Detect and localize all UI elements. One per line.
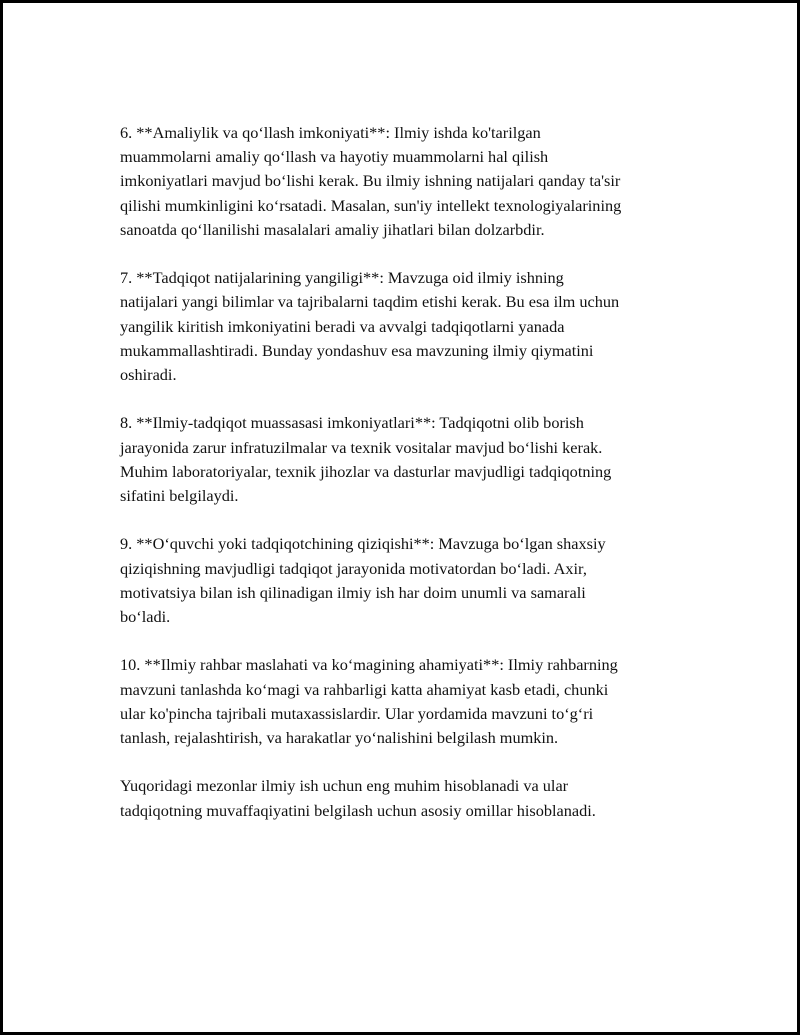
text-line: jarayonida zarur infratuzilmalar va texnik vositalar mavjud bo‘lishi kerak. [120, 437, 603, 457]
text-line: mukammallashtiradi. Bunday yondashuv esa mavzuning ilmiy qiymatini [120, 340, 594, 360]
text-line: oshiradi. [120, 365, 177, 385]
text-line: qilishi mumkinligini ko‘rsatadi. Masalan, sun'iy intellekt texnologiyalarining [120, 195, 622, 215]
text-line: tanlash, rejalashtirish, va harakatlar yo‘nalishini belgilash mumkin. [120, 728, 559, 748]
text-line: sanoatda qo‘llanilishi masalalari amaliy jihatlari bilan dolzarbdir. [120, 219, 545, 239]
text-line: 9. **O‘quvchi yoki tadqiqotchining qiziqishi**: Mavzuga bo‘lgan shaxsiy [120, 534, 606, 554]
text-line: muammolarni amaliy qo‘llash va hayotiy muammolarni hal qilish [120, 147, 549, 167]
text-line: motivatsiya bilan ish qilinadigan ilmiy ish har doim unumli va samarali [120, 582, 586, 602]
text-line: mavzuni tanlashda ko‘magi va rahbarligi katta ahamiyat kasb etadi, chunki [120, 679, 609, 699]
text-line: imkoniyatlari mavjud bo‘lishi kerak. Bu ilmiy ishning natijalari qanday ta'sir [120, 171, 621, 191]
text-line: natijalari yangi bilimlar va tajribalarni taqdim etishi kerak. Bu esa ilm uchun [120, 292, 620, 312]
paragraph-criterion-10 [120, 653, 700, 750]
paragraph-criterion-6 [120, 121, 700, 242]
paragraph-criterion-9 [120, 532, 700, 629]
text-line: 6. **Amaliylik va qo‘llash imkoniyati**: Ilmiy ishda ko'tarilgan [120, 123, 541, 142]
text-line: yangilik kiritish imkoniyatini beradi va avvalgi tadqiqotlarni yanada [120, 316, 565, 336]
text-line: 7. **Tadqiqot natijalarining yangiligi**: Mavzuga oid ilmiy ishning [120, 268, 564, 288]
text-line: Yuqoridagi mezonlar ilmiy ish uchun eng muhim hisoblanadi va ular [120, 776, 569, 796]
text-line: Muhim laboratoriyalar, texnik jihozlar va dasturlar mavjudligi tadqiqotning [120, 461, 612, 481]
text-line: bo‘ladi. [120, 607, 171, 627]
text-line: tadqiqotning muvaffaqiyatini belgilash uchun asosiy omillar hisoblanadi. [120, 800, 596, 820]
paragraph-conclusion [120, 774, 700, 822]
text-line: ular ko'pincha tajribali mutaxassislardir. Ular yordamida mavzuni to‘g‘ri [120, 703, 594, 723]
paragraph-criterion-7 [120, 266, 700, 387]
text-line: 10. **Ilmiy rahbar maslahati va ko‘magining ahamiyati**: Ilmiy rahbarning [120, 655, 618, 675]
document-body [120, 121, 700, 847]
paragraph-criterion-8 [120, 411, 700, 508]
text-line: sifatini belgilaydi. [120, 486, 239, 506]
text-line: 8. **Ilmiy-tadqiqot muassasasi imkoniyatlari**: Tadqiqotni olib borish [120, 413, 584, 433]
text-line: qiziqishning mavjudligi tadqiqot jarayonida motivatordan bo‘ladi. Axir, [120, 558, 587, 578]
